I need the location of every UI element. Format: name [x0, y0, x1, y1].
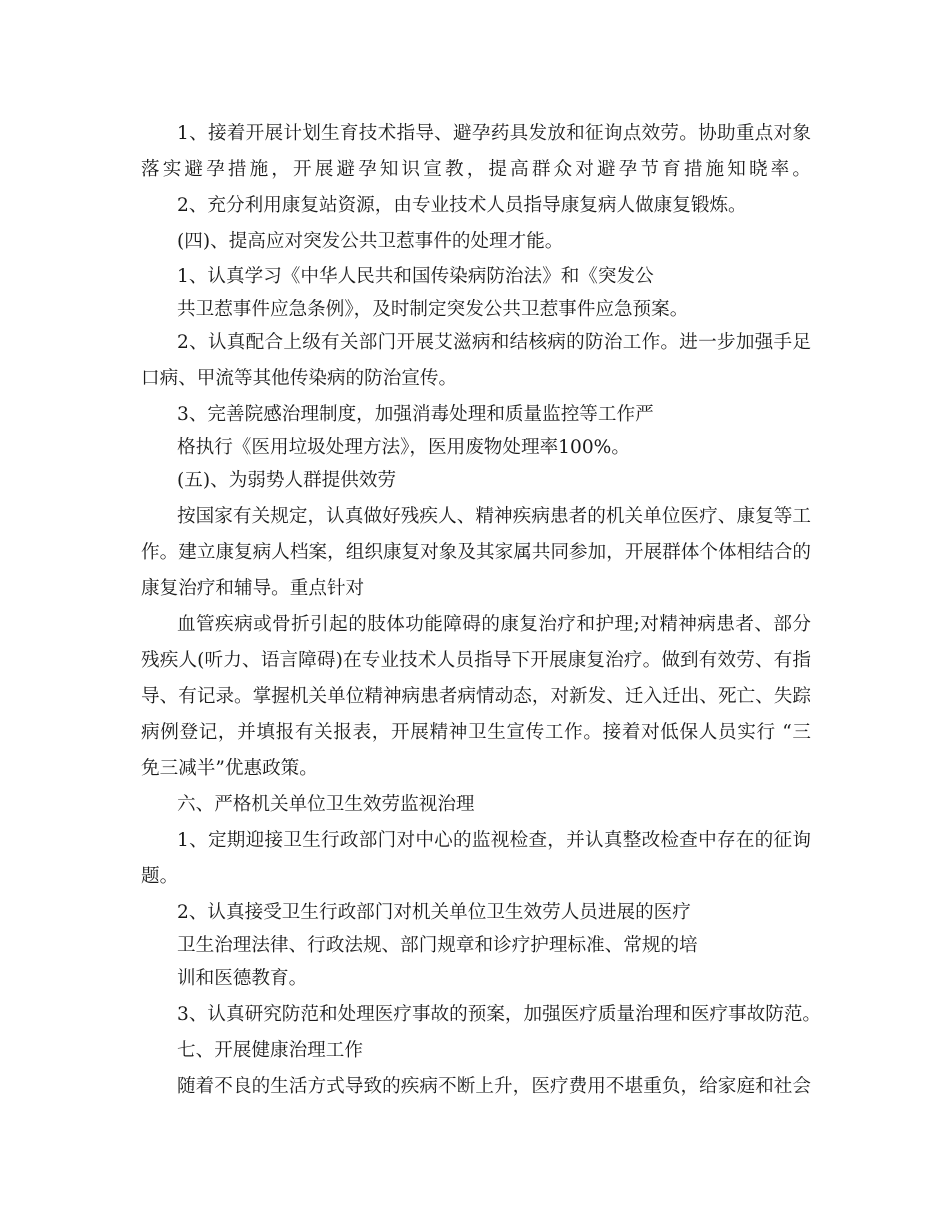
text-line: 随着不良的生活方式导致的疾病不断上升，医疗费用不堪重负，给家庭和社会	[177, 1076, 811, 1097]
text-line: 六、严格机关单位卫生效劳监视治理	[177, 794, 475, 815]
text-line: 血管疾病或骨折引起的肢体功能障碍的康复治疗和护理;对精神病患者、部分	[177, 614, 811, 635]
text-line: 卫生治理法律、行政法规、部门规章和诊疗护理标准、常规的培	[177, 935, 698, 956]
text-line: 1、定期迎接卫生行政部门对中心的监视检查，并认真整改检查中存在的征询	[177, 830, 811, 851]
text-line: 3、完善院感治理制度，加强消毒处理和质量监控等工作严	[177, 404, 654, 425]
text-line: 格执行《医用垃圾处理方法》，医用废物处理率100%。	[177, 437, 630, 458]
text-line: 共卫惹事件应急条例》，及时制定突发公共卫惹事件应急预案。	[177, 299, 689, 320]
text-line: 按国家有关规定，认真做好残疾人、精神疾病患者的机关单位医疗、康复等工	[177, 506, 811, 527]
text-line: 题。	[141, 866, 179, 887]
text-line: (五)、为弱势人群提供效劳	[177, 470, 397, 491]
text-line: 1、认真学习《中华人民共和国传染病防治法》和《突发公	[177, 266, 654, 287]
text-line: 3、认真研究防范和处理医疗事故的预案，加强医疗质量治理和医疗事故防范。	[177, 1004, 822, 1025]
text-line: 2、认真接受卫生行政部门对机关单位卫生效劳人员进展的医疗	[177, 902, 691, 923]
text-line: 1、接着开展计划生育技术指导、避孕药具发放和征询点效劳。协助重点对象	[177, 123, 811, 144]
text-line: 落实避孕措施，开展避孕知识宣教，提高群众对避孕节育措施知晓率。	[141, 159, 811, 180]
text-line: 七、开展健康治理工作	[177, 1040, 363, 1061]
text-line: 免三减半”优惠政策。	[141, 758, 318, 779]
text-line: 2、认真配合上级有关部门开展艾滋病和结核病的防治工作。进一步加强手足	[177, 332, 811, 353]
text-line: 训和医德教育。	[177, 968, 308, 989]
text-line: 作。建立康复病人档案，组织康复对象及其家属共同参加，开展群体个体相结合的	[141, 542, 811, 563]
text-line: 口病、甲流等其他传染病的防治宣传。	[141, 368, 458, 389]
text-line: 导、有记录。掌握机关单位精神病患者病情动态，对新发、迁入迁出、死亡、失踪	[141, 686, 811, 707]
text-line: 2、充分利用康复站资源，由专业技术人员指导康复病人做康复锻炼。	[177, 195, 747, 216]
text-line: 残疾人(听力、语言障碍)在专业技术人员指导下开展康复治疗。做到有效劳、有指	[141, 650, 811, 671]
text-line: (四)、提高应对突发公共卫惹事件的处理才能。	[177, 231, 564, 252]
text-line: 病例登记，并填报有关报表，开展精神卫生宣传工作。接着对低保人员实行 “三	[141, 722, 811, 743]
text-line: 康复治疗和辅导。重点针对	[141, 578, 365, 599]
